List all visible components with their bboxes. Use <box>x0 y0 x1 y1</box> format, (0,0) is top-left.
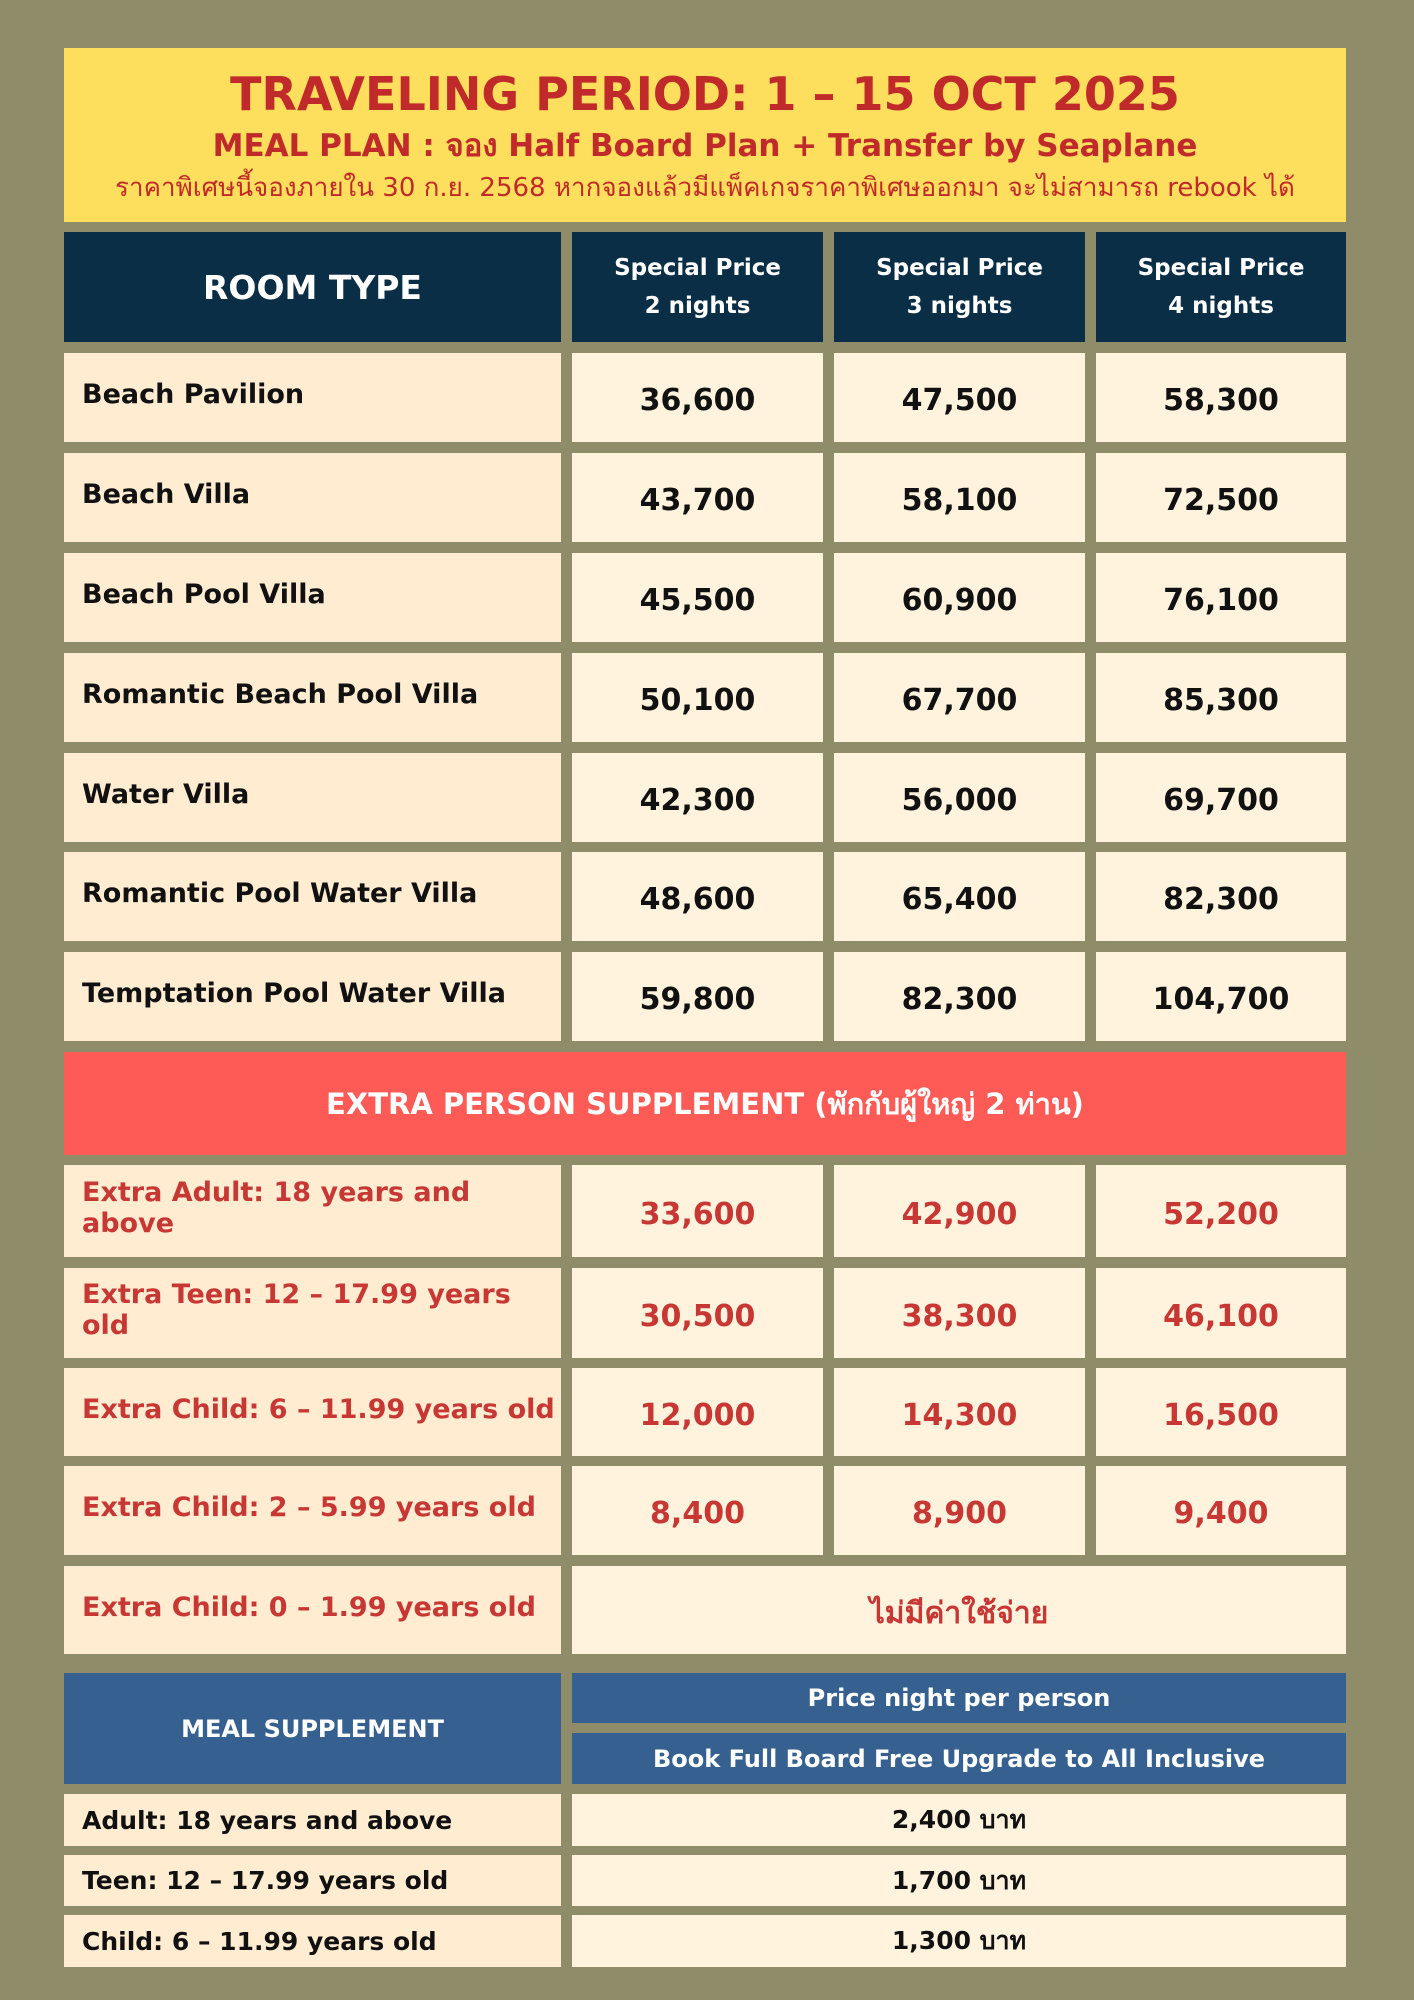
extra-price-4n: 52,200 <box>1096 1165 1346 1257</box>
meal-upgrade-header: Book Full Board Free Upgrade to All Inclusive <box>572 1733 1346 1784</box>
room-price-2n: 42,300 <box>572 753 823 842</box>
room-name: Beach Pool Villa <box>64 553 561 642</box>
room-price-4n: 69,700 <box>1096 753 1346 842</box>
room-price-3n: 60,900 <box>834 553 1085 642</box>
price-header-line2: 3 nights <box>906 293 1013 319</box>
room-name: Romantic Pool Water Villa <box>64 852 561 941</box>
extra-person-name: Extra Adult: 18 years and above <box>64 1165 561 1257</box>
extra-price-4n: 46,100 <box>1096 1268 1346 1358</box>
room-price-4n: 85,300 <box>1096 653 1346 742</box>
extra-person-name: Extra Teen: 12 – 17.99 years old <box>64 1268 561 1358</box>
room-price-2n: 59,800 <box>572 952 823 1041</box>
room-price-2n: 50,100 <box>572 653 823 742</box>
meal-row-price: 1,700 บาท <box>572 1855 1346 1906</box>
room-name: Beach Villa <box>64 453 561 542</box>
room-name: Water Villa <box>64 753 561 842</box>
price-header-line2: 2 nights <box>644 293 751 319</box>
room-price-3n: 67,700 <box>834 653 1085 742</box>
room-price-2n: 43,700 <box>572 453 823 542</box>
room-name: Romantic Beach Pool Villa <box>64 653 561 742</box>
price-header-line1: Special Price <box>614 255 781 281</box>
extra-price-2n: 12,000 <box>572 1368 823 1456</box>
room-price-4n: 72,500 <box>1096 453 1346 542</box>
extra-price-4n: 9,400 <box>1096 1466 1346 1555</box>
extra-person-name: Extra Child: 6 – 11.99 years old <box>64 1368 561 1456</box>
price-header-line1: Special Price <box>876 255 1043 281</box>
extra-price-4n: 16,500 <box>1096 1368 1346 1456</box>
room-price-4n: 104,700 <box>1096 952 1346 1041</box>
price-4-nights-header <box>1096 232 1346 342</box>
extra-price-3n: 8,900 <box>834 1466 1085 1555</box>
room-price-3n: 47,500 <box>834 353 1085 442</box>
extra-infant-name: Extra Child: 0 – 1.99 years old <box>64 1566 561 1654</box>
price-3-nights-header <box>834 232 1085 342</box>
room-name: Temptation Pool Water Villa <box>64 952 561 1041</box>
room-price-2n: 48,600 <box>572 852 823 941</box>
extra-price-2n: 30,500 <box>572 1268 823 1358</box>
meal-supplement-title: MEAL SUPPLEMENT <box>64 1673 561 1784</box>
room-price-3n: 58,100 <box>834 453 1085 542</box>
room-type-header-label: ROOM TYPE <box>203 267 422 307</box>
room-price-4n: 82,300 <box>1096 852 1346 941</box>
room-price-3n: 56,000 <box>834 753 1085 842</box>
room-price-2n: 45,500 <box>572 553 823 642</box>
room-price-4n: 58,300 <box>1096 353 1346 442</box>
extra-person-name: Extra Child: 2 – 5.99 years old <box>64 1466 561 1555</box>
extra-person-banner: EXTRA PERSON SUPPLEMENT (พักกับผู้ใหญ่ 2 ท่าน) <box>64 1052 1346 1155</box>
meal-price-header: Price night per person <box>572 1673 1346 1723</box>
traveling-period-title: TRAVELING PERIOD: 1 – 15 OCT 2025 <box>230 67 1180 121</box>
room-price-3n: 82,300 <box>834 952 1085 1041</box>
extra-price-3n: 42,900 <box>834 1165 1085 1257</box>
meal-row-name: Adult: 18 years and above <box>64 1794 561 1846</box>
room-price-3n: 65,400 <box>834 852 1085 941</box>
meal-row-price: 2,400 บาท <box>572 1794 1346 1846</box>
meal-row-name: Teen: 12 – 17.99 years old <box>64 1855 561 1906</box>
booking-note: ราคาพิเศษนี้จองภายใน 30 ก.ย. 2568 หากจองแล้วมีแพ็คเกจราคาพิเศษออกมา จะไม่สามารถ rebook ได้ <box>115 173 1295 203</box>
extra-price-3n: 14,300 <box>834 1368 1085 1456</box>
price-2-nights-header <box>572 232 823 342</box>
title-banner <box>64 48 1346 222</box>
extra-price-2n: 8,400 <box>572 1466 823 1555</box>
room-name: Beach Pavilion <box>64 353 561 442</box>
room-price-2n: 36,600 <box>572 353 823 442</box>
price-header-line1: Special Price <box>1137 255 1305 281</box>
room-price-4n: 76,100 <box>1096 553 1346 642</box>
meal-plan-subtitle: MEAL PLAN : จอง Half Board Plan + Transfer by Seaplane <box>212 128 1198 164</box>
extra-infant-free: ไม่มีค่าใช้จ่าย <box>572 1566 1346 1654</box>
price-header-line2: 4 nights <box>1168 293 1274 319</box>
meal-row-price: 1,300 บาท <box>572 1915 1346 1967</box>
room-type-header <box>64 232 561 342</box>
extra-price-3n: 38,300 <box>834 1268 1085 1358</box>
meal-row-name: Child: 6 – 11.99 years old <box>64 1915 561 1967</box>
extra-price-2n: 33,600 <box>572 1165 823 1257</box>
